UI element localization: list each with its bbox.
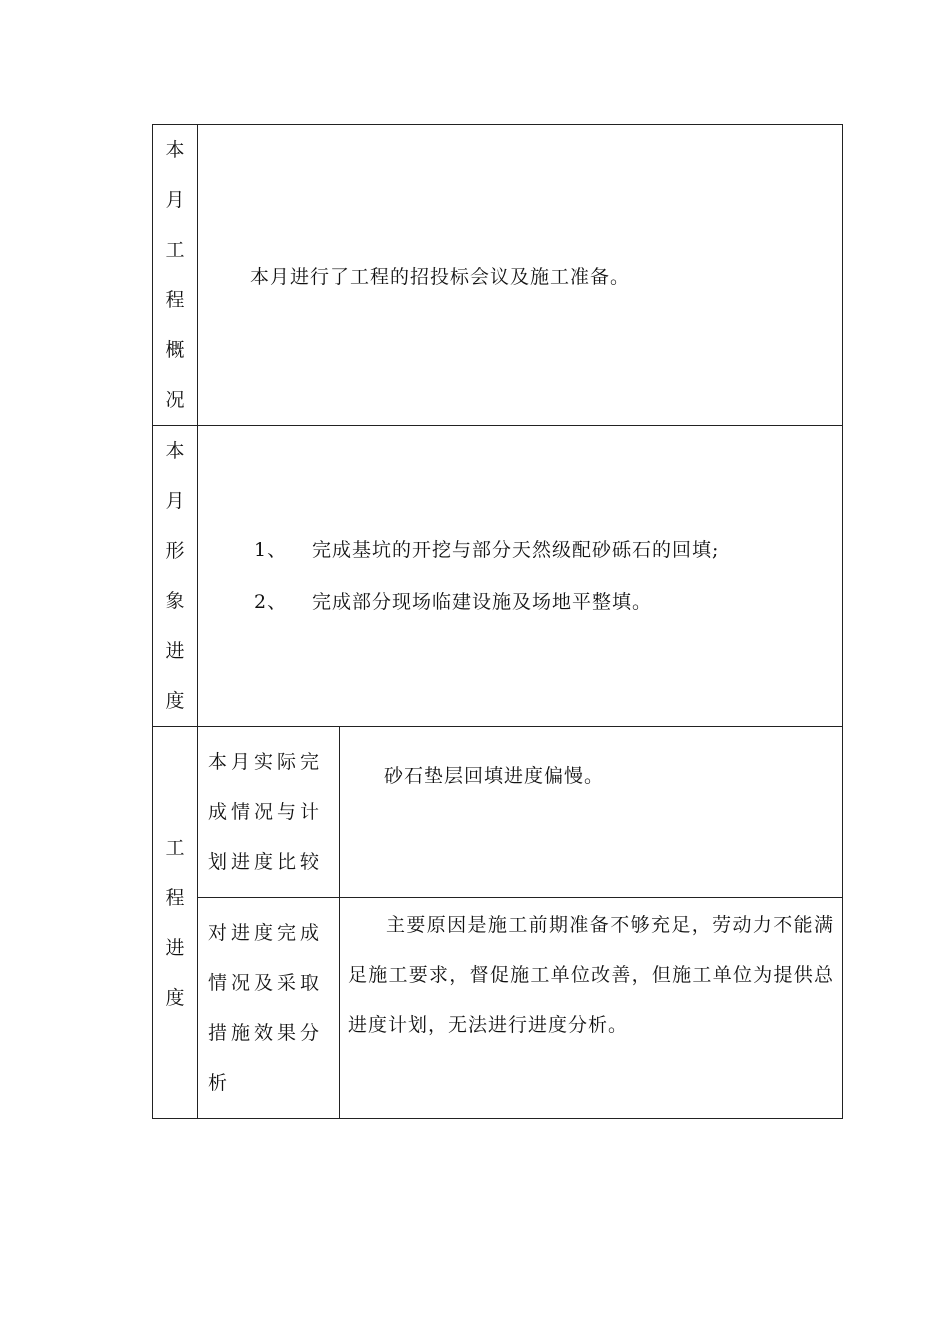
row-plan-comparison — [153, 727, 843, 898]
list-item-text: 完成基坑的开挖与部分天然级配砂砾石的回填; — [312, 539, 720, 561]
label-monthly-summary: 本 月 工 程 概 况 — [153, 125, 198, 426]
list-item — [254, 524, 842, 576]
label-plan-comparison: 本月实际完成情况与计划进度比较 — [198, 727, 340, 898]
list-item-number: 2、 — [254, 591, 288, 613]
measures-analysis-text: 主要原因是施工前期准备不够充足，劳动力不能满足施工要求，督促施工单位改善，但施工单位为提供总进度计划，无法进行进度分析。 — [340, 898, 843, 1119]
list-item — [254, 576, 842, 628]
list-item-text: 完成部分现场临建设施及场地平整填。 — [312, 591, 653, 613]
monthly-summary-text: 本月进行了工程的招投标会议及施工准备。 — [198, 125, 843, 426]
label-image-progress: 本 月 形 象 进 度 — [153, 426, 198, 727]
row-image-progress — [153, 426, 843, 727]
row-measures-analysis — [153, 898, 843, 1119]
row-monthly-summary — [153, 125, 843, 426]
list-item-number: 1、 — [254, 539, 288, 561]
label-measures-analysis: 对进度完成情况及采取措施效果分析 — [198, 898, 340, 1119]
image-progress-list — [198, 426, 843, 727]
progress-report-table — [152, 124, 843, 1119]
label-engineering-progress: 工 程 进 度 — [153, 727, 198, 1119]
plan-comparison-text: 砂石垫层回填进度偏慢。 — [340, 727, 843, 898]
